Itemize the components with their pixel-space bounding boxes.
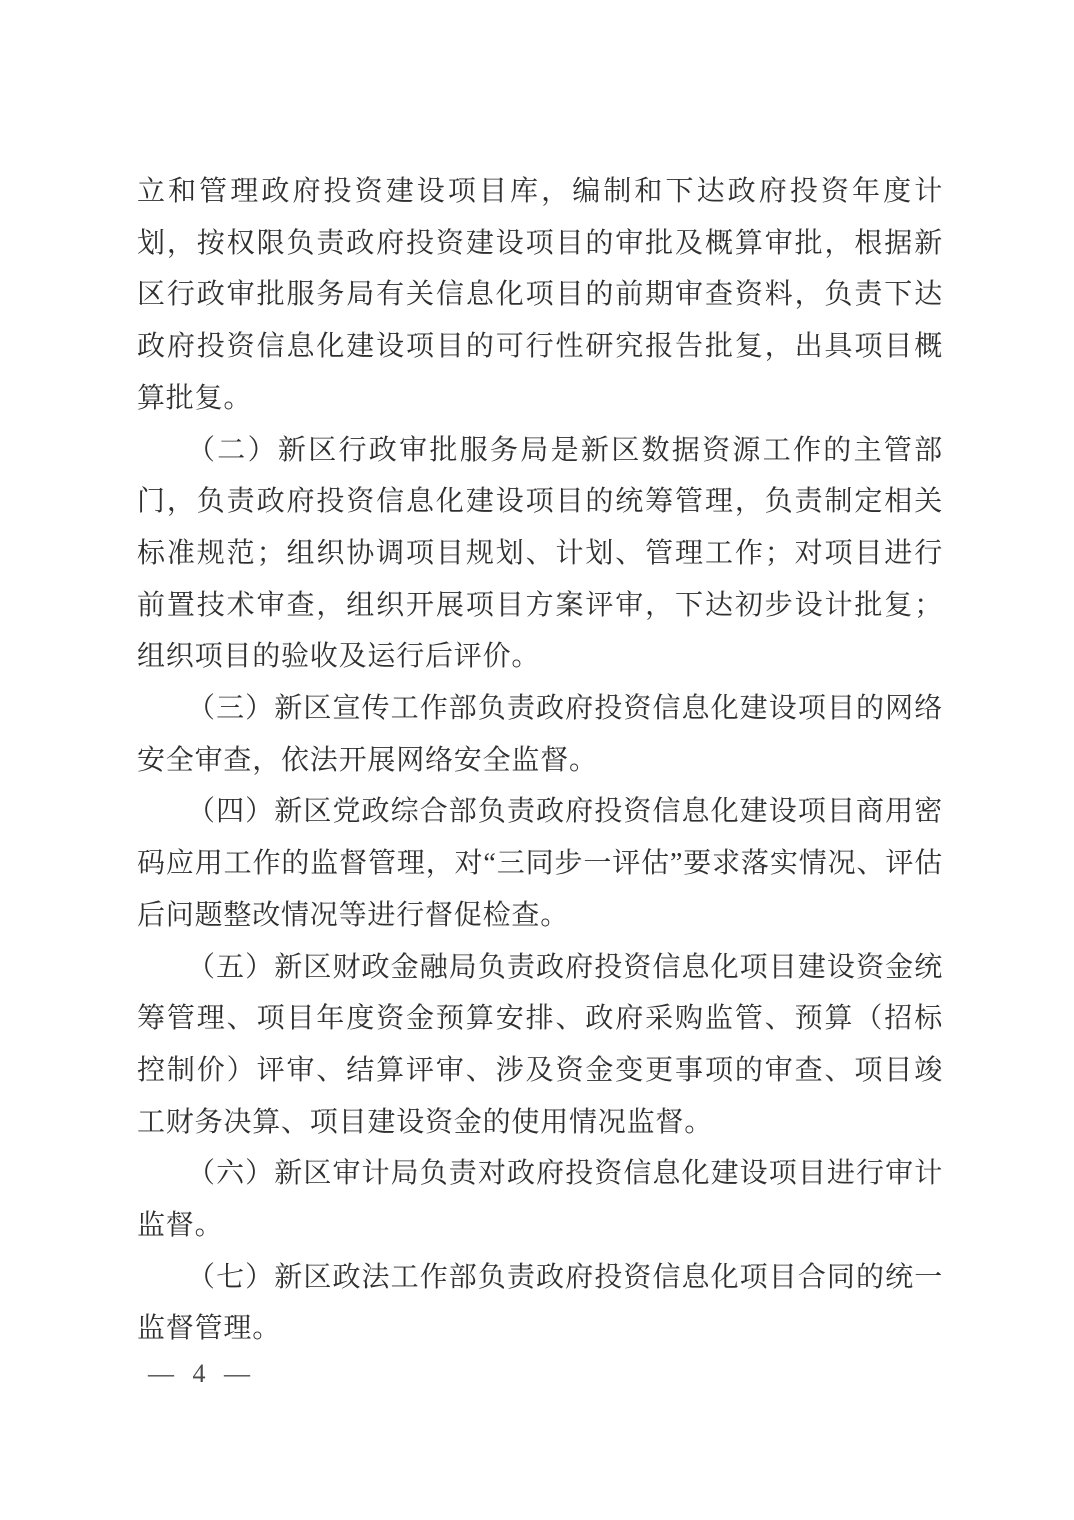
paragraph-item-5: （五）新区财政金融局负责政府投资信息化项目建设资金统筹管理、项目年度资金预算安排、政府采购监管、预算（招标控制价）评审、结算评审、涉及资金变更事项的审查、项目竣工财务决算、项目建设资金的使用情况监督。 bbox=[137, 951, 943, 1138]
paragraph-continuation: 立和管理政府投资建设项目库，编制和下达政府投资年度计划，按权限负责政府投资建设项目的审批及概算审批，根据新区行政审批服务局有关信息化项目的前期审查资料，负责下达政府投资信息化建设项目的可行性研究报告批复，出具项目概算批复。 bbox=[137, 176, 943, 414]
document-body bbox=[137, 166, 943, 1355]
paragraph-item-6: （六）新区审计局负责对政府投资信息化建设项目进行审计监督。 bbox=[137, 1158, 943, 1242]
paragraph-item-3: （三）新区宣传工作部负责政府投资信息化建设项目的网络安全审查，依法开展网络安全监督。 bbox=[137, 693, 943, 776]
paragraph-item-4: （四）新区党政综合部负责政府投资信息化建设项目商用密码应用工作的监督管理，对“三同步一评估”要求落实情况、评估后问题整改情况等进行督促检查。 bbox=[137, 796, 943, 931]
paragraph-item-2: （二）新区行政审批服务局是新区数据资源工作的主管部门，负责政府投资信息化建设项目的统筹管理，负责制定相关标准规范；组织协调项目规划、计划、管理工作；对项目进行前置技术审查，组织开展项目方案评审，下达初步设计批复；组织项目的验收及运行后评价。 bbox=[137, 434, 943, 673]
page-number: — 4 — bbox=[148, 1359, 256, 1388]
paragraph-item-7: （七）新区政法工作部负责政府投资信息化项目合同的统一监督管理。 bbox=[137, 1261, 943, 1345]
